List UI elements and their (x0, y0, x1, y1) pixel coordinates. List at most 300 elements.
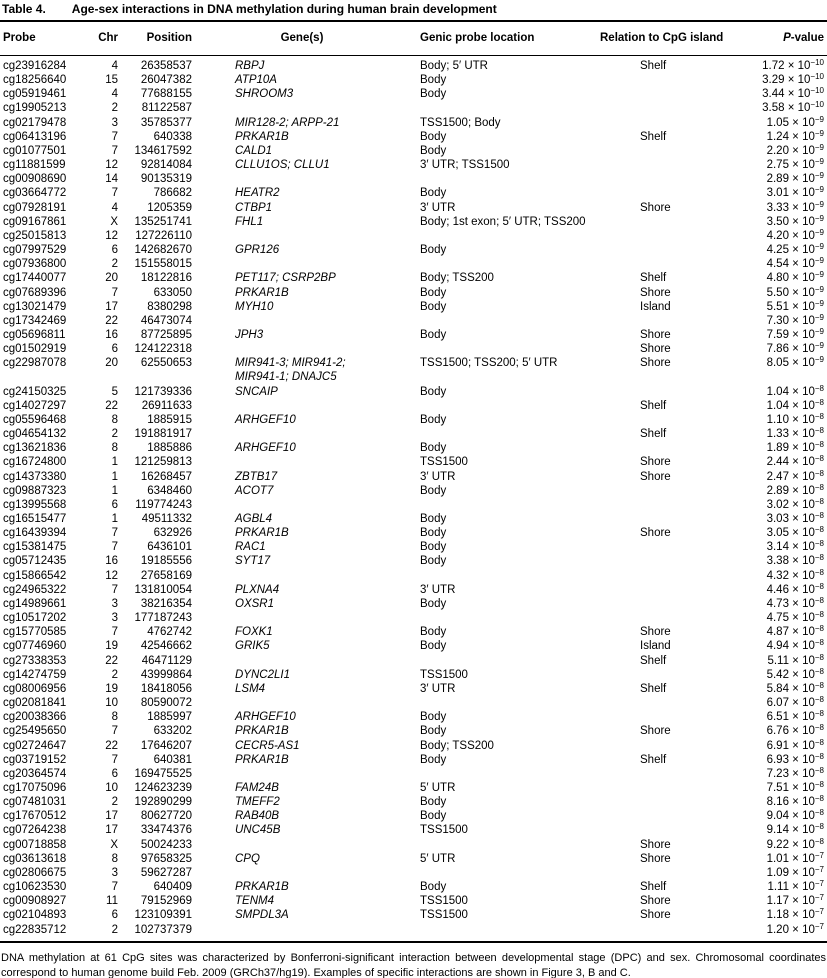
p-value-cell: $1.04 \times 10^{-8}$ (766, 397, 824, 412)
probe-cell: cg20038366 (3, 711, 67, 724)
genic-probe-location-cell: Body (420, 286, 447, 299)
table-row (0, 144, 827, 158)
chr-cell: 2 (111, 102, 118, 115)
probe-cell: cg16439394 (3, 527, 67, 540)
column-header-genes: Gene(s) (192, 22, 412, 56)
chr-cell: 22 (105, 739, 118, 752)
cpg-island-relation-cell (600, 569, 742, 583)
probe-cell: cg10517202 (3, 612, 67, 625)
p-value-cell: $9.04 \times 10^{-8}$ (766, 808, 824, 823)
probe-cell: cg13621836 (3, 442, 67, 455)
table-row (0, 540, 827, 554)
position-cell: 1885997 (147, 711, 192, 724)
cpg-island-relation-cell (600, 144, 742, 158)
chr-cell: 1 (111, 513, 118, 525)
genic-probe-location-cell: Body (420, 513, 447, 525)
table-row (0, 781, 827, 795)
position-cell: 6348460 (147, 484, 192, 497)
chr-cell: 7 (111, 144, 118, 157)
genic-probe-location-cell: TSS1500; Body (420, 116, 501, 129)
genic-probe-location-cell (412, 866, 600, 880)
p-value-cell: $4.80 \times 10^{-9}$ (766, 270, 824, 285)
position-cell: 59627287 (140, 866, 192, 879)
position-cell: 119774243 (135, 498, 192, 511)
gene-cell: SHROOM3 (235, 88, 294, 101)
position-cell: 135251741 (134, 215, 192, 228)
chr-cell: 7 (111, 187, 118, 200)
p-value-cell: $4.75 \times 10^{-8}$ (766, 610, 824, 625)
gene-cell: ARHGEF10 (235, 413, 296, 426)
gene-cell: PRKAR1B (235, 753, 289, 766)
gene-cell: PRKAR1B (235, 130, 289, 143)
table-row (0, 923, 827, 942)
table-row (0, 356, 827, 384)
p-value-cell: $6.51 \times 10^{-8}$ (766, 709, 824, 724)
genic-probe-location-cell: TSS1500 (420, 668, 468, 681)
chr-cell: 1 (111, 456, 118, 469)
table-row (0, 611, 827, 625)
position-cell: 191881917 (134, 428, 192, 441)
cpg-island-relation-cell (600, 101, 742, 115)
genic-probe-location-cell: TSS1500 (420, 909, 468, 922)
position-cell: 27658169 (140, 569, 192, 582)
table-row (0, 87, 827, 101)
gene-cell: PRKAR1B (235, 881, 289, 894)
position-cell: 90135319 (140, 173, 192, 186)
gene-cell: PRKAR1B (235, 286, 289, 299)
gene-cell: PLXNA4 (235, 583, 280, 596)
p-value-cell: $6.91 \times 10^{-8}$ (766, 737, 824, 752)
gene-cell: CLLU1OS; CLLU1 (235, 159, 330, 172)
p-value-cell: $3.38 \times 10^{-8}$ (766, 553, 824, 568)
p-value-cell: $7.30 \times 10^{-9}$ (766, 312, 824, 327)
genic-probe-location-cell (412, 257, 600, 271)
genic-probe-location-cell: Body (420, 796, 447, 809)
data-table (0, 22, 827, 943)
genic-probe-location-cell: Body; 5′ UTR (420, 60, 488, 72)
chr-cell: 17 (105, 824, 118, 837)
table-row (0, 880, 827, 894)
p-value-cell: $6.07 \times 10^{-8}$ (766, 695, 824, 710)
position-cell: 80627720 (140, 810, 192, 823)
position-cell: 87725895 (140, 328, 192, 341)
p-value-cell: $3.33 \times 10^{-9}$ (766, 199, 824, 214)
genic-probe-location-cell (412, 611, 600, 625)
table-row (0, 342, 827, 356)
p-value-cell: $1.18 \times 10^{-7}$ (766, 907, 824, 922)
genic-probe-location-cell: Body (420, 74, 447, 87)
p-value-cell: $9.22 \times 10^{-8}$ (766, 836, 824, 851)
probe-cell: cg05919461 (3, 88, 67, 101)
cpg-island-relation-cell: Shore (640, 328, 671, 341)
p-value-cell: $4.25 \times 10^{-9}$ (766, 242, 824, 257)
genic-probe-location-cell: 3′ UTR (420, 682, 456, 695)
probe-cell: cg17075096 (3, 781, 67, 794)
cpg-island-relation-cell: Shore (640, 725, 671, 738)
table-row (0, 257, 827, 271)
table-row (0, 413, 827, 427)
table-row (0, 455, 827, 469)
chr-cell: 19 (105, 640, 118, 653)
chr-cell: 22 (105, 654, 118, 667)
position-cell: 46471129 (141, 654, 192, 667)
table-row (0, 441, 827, 455)
probe-cell: cg14027297 (3, 399, 67, 412)
p-value-cell: $5.50 \times 10^{-9}$ (766, 284, 824, 299)
p-value-cell: $5.84 \times 10^{-8}$ (766, 680, 824, 695)
genic-probe-location-cell (412, 399, 600, 413)
probe-cell: cg17342469 (3, 314, 67, 327)
probe-cell: cg02081841 (3, 697, 67, 710)
gene-cell: PET117; CSRP2BP (235, 272, 336, 285)
p-value-cell: $1.72 \times 10^{-10}$ (762, 58, 824, 72)
cpg-island-relation-cell: Shore (640, 895, 671, 908)
probe-cell: cg04654132 (3, 428, 67, 441)
position-cell: 18122816 (140, 272, 192, 285)
genic-probe-location-cell: Body; TSS200 (420, 272, 494, 285)
probe-cell: cg22987078 (3, 357, 67, 370)
probe-cell: cg01502919 (3, 343, 67, 356)
p-value-cell: $4.32 \times 10^{-8}$ (766, 567, 824, 582)
chr-cell: 7 (111, 626, 118, 639)
cpg-island-relation-cell: Shore (640, 527, 671, 540)
table-row (0, 385, 827, 399)
chr-cell: 8 (111, 711, 118, 724)
table-row (0, 470, 827, 484)
table-row (0, 300, 827, 314)
table-row (0, 116, 827, 130)
cpg-island-relation-cell (600, 314, 742, 328)
p-value-cell: $7.23 \times 10^{-8}$ (766, 765, 824, 780)
chr-cell: 15 (105, 74, 118, 87)
gene-cell: JPH3 (235, 328, 264, 341)
column-header-probe: Probe (0, 22, 82, 56)
table-row (0, 554, 827, 568)
cpg-island-relation-cell (600, 498, 742, 512)
chr-cell: 3 (111, 612, 118, 625)
probe-cell: cg05696811 (3, 328, 66, 341)
position-cell: 79152969 (140, 895, 192, 908)
p-value-cell: $1.01 \times 10^{-7}$ (766, 850, 824, 865)
cpg-island-relation-cell (600, 116, 742, 130)
chr-cell: 16 (105, 328, 118, 341)
position-cell: 134617592 (134, 144, 192, 157)
p-value-cell: $7.59 \times 10^{-9}$ (766, 326, 824, 341)
p-value-cell: $1.20 \times 10^{-7}$ (766, 921, 824, 936)
gene-cell (192, 866, 412, 880)
p-value-cell: $5.42 \times 10^{-8}$ (766, 666, 824, 681)
position-cell: 632926 (153, 527, 192, 540)
position-cell: 50024233 (140, 838, 192, 851)
position-cell: 4762742 (147, 626, 192, 639)
column-header-p-value: P-value (742, 22, 827, 56)
chr-cell: 10 (105, 697, 118, 710)
chr-cell: 8 (111, 413, 118, 426)
cpg-island-relation-cell: Shelf (640, 682, 667, 695)
gene-cell: TMEFF2 (235, 796, 280, 809)
gene-cell (192, 696, 412, 710)
table-row (0, 852, 827, 866)
p-value-cell: $2.75 \times 10^{-9}$ (766, 157, 824, 172)
table-row (0, 73, 827, 87)
cpg-island-relation-cell: Shore (640, 456, 671, 469)
table-row (0, 201, 827, 215)
genic-probe-location-cell: Body (420, 244, 447, 257)
chr-cell: 22 (105, 399, 118, 412)
position-cell: 26358537 (140, 60, 192, 72)
genic-probe-location-cell (412, 314, 600, 328)
probe-cell: cg23916284 (3, 60, 67, 72)
gene-cell (192, 611, 412, 625)
genic-probe-location-cell: Body (420, 541, 447, 554)
probe-cell: cg15866542 (3, 569, 67, 582)
cpg-island-relation-cell (600, 795, 742, 809)
probe-cell: cg02806675 (3, 866, 67, 879)
chr-cell: 12 (105, 569, 118, 582)
column-header-relation-to-cpg-island: Relation to CpG island (600, 22, 742, 56)
p-value-cell: $1.09 \times 10^{-7}$ (766, 864, 824, 879)
probe-cell: cg07264238 (3, 824, 67, 837)
p-value-cell: $1.24 \times 10^{-9}$ (766, 128, 824, 143)
probe-cell: cg17440077 (3, 272, 67, 285)
genic-probe-location-cell: Body (420, 484, 447, 497)
cpg-island-relation-cell (600, 87, 742, 101)
genic-probe-location-cell (412, 654, 600, 668)
position-cell: 786682 (153, 187, 192, 200)
probe-cell: cg03719152 (3, 753, 67, 766)
p-value-cell: $1.04 \times 10^{-8}$ (766, 383, 824, 398)
cpg-island-relation-cell (600, 611, 742, 625)
position-cell: 17646207 (140, 739, 192, 752)
genic-probe-location-cell (412, 923, 600, 942)
gene-cell: ZBTB17 (235, 470, 278, 483)
cpg-island-relation-cell (600, 696, 742, 710)
probe-cell: cg14989661 (3, 597, 67, 610)
position-cell: 81122587 (141, 102, 192, 115)
chr-cell: 3 (111, 597, 118, 610)
position-cell: 131810054 (134, 583, 192, 596)
genic-probe-location-cell: 3′ UTR (420, 470, 456, 483)
table-row (0, 696, 827, 710)
genic-probe-location-cell (412, 229, 600, 243)
probe-cell: cg24150325 (3, 385, 67, 398)
position-cell: 127226110 (135, 229, 192, 242)
table-row (0, 328, 827, 342)
chr-cell: 12 (105, 159, 118, 172)
probe-cell: cg02724647 (3, 739, 67, 752)
chr-cell: 7 (111, 130, 118, 143)
gene-cell (192, 838, 412, 852)
genic-probe-location-cell: Body (420, 640, 447, 653)
position-cell: 6436101 (147, 541, 192, 554)
table-row (0, 724, 827, 738)
cpg-island-relation-cell (600, 923, 742, 942)
position-cell: 42546662 (140, 640, 192, 653)
chr-cell: X (110, 215, 118, 228)
gene-cell: RBPJ (235, 60, 265, 72)
probe-cell: cg25015813 (3, 229, 67, 242)
genic-probe-location-cell: Body; 1st exon; 5′ UTR; TSS200 (420, 215, 586, 228)
cpg-island-relation-cell: Shelf (640, 428, 667, 441)
genic-probe-location-cell: Body (420, 725, 447, 738)
genic-probe-location-cell (412, 767, 600, 781)
probe-cell: cg15381475 (3, 541, 67, 554)
gene-cell (192, 399, 412, 413)
probe-cell: cg07997529 (3, 244, 67, 257)
gene-cell: PRKAR1B (235, 725, 289, 738)
gene-cell: MYH10 (235, 300, 274, 313)
position-cell: 18418056 (140, 682, 192, 695)
gene-cell: FOXK1 (235, 626, 273, 639)
table-row (0, 229, 827, 243)
gene-cell: CECR5-AS1 (235, 739, 300, 752)
genic-probe-location-cell: Body (420, 442, 447, 455)
genic-probe-location-cell (412, 838, 600, 852)
probe-cell: cg05712435 (3, 555, 67, 568)
gene-cell (192, 342, 412, 356)
gene-cell: SMPDL3A (235, 909, 289, 922)
probe-cell: cg13995568 (3, 498, 67, 511)
cpg-island-relation-cell (600, 215, 742, 229)
gene-cell (192, 498, 412, 512)
genic-probe-location-cell: Body (420, 88, 447, 101)
table-row (0, 526, 827, 540)
position-cell: 1885915 (147, 413, 192, 426)
p-value-cell: $4.73 \times 10^{-8}$ (766, 595, 824, 610)
gene-cell: GPR126 (235, 244, 280, 257)
p-value-cell: $7.86 \times 10^{-9}$ (766, 341, 824, 356)
p-value-cell: $3.02 \times 10^{-8}$ (766, 496, 824, 511)
chr-cell: 7 (111, 583, 118, 596)
probe-cell: cg09887323 (3, 484, 67, 497)
gene-cell: SNCAIP (235, 385, 278, 398)
cpg-island-relation-cell (600, 767, 742, 781)
cpg-island-relation-cell: Shelf (640, 753, 667, 766)
cpg-island-relation-cell: Shelf (640, 399, 667, 412)
chr-cell: 17 (105, 300, 118, 313)
chr-cell: 8 (111, 442, 118, 455)
genic-probe-location-cell: TSS1500 (420, 456, 468, 469)
genic-probe-location-cell: 5′ UTR (420, 852, 456, 865)
chr-cell: 6 (111, 909, 118, 922)
table-row (0, 158, 827, 172)
p-value-cell: $1.89 \times 10^{-8}$ (766, 440, 824, 455)
genic-probe-location-cell: Body (420, 810, 447, 823)
cpg-island-relation-cell (600, 583, 742, 597)
table-row (0, 894, 827, 908)
probe-cell: cg20364574 (3, 767, 67, 780)
cpg-island-relation-cell: Shore (640, 286, 671, 299)
probe-cell: cg05596468 (3, 413, 67, 426)
gene-cell: ARHGEF10 (235, 711, 296, 724)
gene-cell: HEATR2 (235, 187, 280, 200)
position-cell: 97658325 (140, 852, 192, 865)
table-row (0, 130, 827, 144)
table-row (0, 668, 827, 682)
chr-cell: 1 (111, 470, 118, 483)
chr-cell: 7 (111, 881, 118, 894)
position-cell: 35785377 (140, 116, 192, 129)
probe-cell: cg07928191 (3, 201, 67, 214)
chr-cell: 4 (111, 201, 118, 214)
p-value-cell: $5.11 \times 10^{-8}$ (767, 652, 824, 667)
cpg-island-relation-cell: Shore (640, 470, 671, 483)
cpg-island-relation-cell (600, 554, 742, 568)
table-row (0, 682, 827, 696)
position-cell: 49511332 (141, 513, 192, 525)
cpg-island-relation-cell (600, 484, 742, 498)
gene-cell: ARHGEF10 (235, 442, 296, 455)
probe-cell: cg00908690 (3, 173, 67, 186)
position-cell: 640381 (153, 753, 192, 766)
genic-probe-location-cell: Body (420, 881, 447, 894)
cpg-island-relation-cell (600, 385, 742, 399)
position-cell: 19185556 (140, 555, 192, 568)
chr-cell: 6 (111, 498, 118, 511)
chr-cell: 6 (111, 244, 118, 257)
probe-cell: cg13021479 (3, 300, 67, 313)
table-footnote: DNA methylation at 61 CpG sites was characterized by Bonferroni-significant interaction between developmental stage (DPC) and sex. Chromosomal coordinates correspond to human genome build Feb. 2009 (GRCh37/hg19). Examples of specific interactions are shown in Figure 3, B and C. (1, 951, 826, 978)
genic-probe-location-cell: Body (420, 385, 447, 398)
probe-cell: cg07746960 (3, 640, 67, 653)
gene-cell (192, 101, 412, 115)
probe-cell: cg19905213 (3, 102, 67, 115)
position-cell: 1205359 (147, 201, 192, 214)
probe-cell: cg03664772 (3, 187, 67, 200)
chr-cell: 3 (111, 116, 118, 129)
p-value-cell: $7.51 \times 10^{-8}$ (766, 779, 824, 794)
cpg-island-relation-cell: Shelf (640, 881, 667, 894)
cpg-island-relation-cell (600, 257, 742, 271)
gene-cell: FAM24B (235, 781, 279, 794)
chr-cell: 2 (111, 923, 118, 936)
chr-cell: 16 (105, 555, 118, 568)
table-row (0, 286, 827, 300)
gene-cell: RAB40B (235, 810, 280, 823)
p-value-cell: $3.50 \times 10^{-9}$ (766, 213, 824, 228)
table-row (0, 399, 827, 413)
probe-cell: cg00718858 (3, 838, 67, 851)
genic-probe-location-cell: TSS1500; TSS200; 5′ UTR (420, 357, 558, 370)
probe-cell: cg27338353 (3, 654, 67, 667)
cpg-island-relation-cell: Shelf (640, 654, 667, 667)
position-cell: 123109391 (134, 909, 192, 922)
table-row (0, 512, 827, 526)
position-cell: 124122318 (134, 343, 192, 356)
position-cell: 43999864 (140, 668, 192, 681)
p-value-cell: $3.44 \times 10^{-10}$ (762, 86, 824, 101)
genic-probe-location-cell (412, 101, 600, 115)
genic-probe-location-cell: Body (420, 130, 447, 143)
probe-cell: cg16515477 (3, 513, 67, 525)
p-value-cell: $3.14 \times 10^{-8}$ (766, 539, 824, 554)
table-row (0, 710, 827, 724)
p-value-cell: $2.47 \times 10^{-8}$ (766, 468, 824, 483)
cpg-island-relation-cell (600, 158, 742, 172)
table-row (0, 795, 827, 809)
chr-cell: 20 (105, 272, 118, 285)
gene-cell: SYT17 (235, 555, 271, 568)
cpg-island-relation-cell (600, 441, 742, 455)
table-row (0, 101, 827, 115)
table-row (0, 823, 827, 837)
gene-cell: PRKAR1B (235, 527, 289, 540)
probe-cell: cg07481031 (3, 796, 67, 809)
probe-cell: cg10623530 (3, 881, 67, 894)
genic-probe-location-cell: Body (420, 300, 447, 313)
gene-cell: TENM4 (235, 895, 274, 908)
p-value-cell: $3.01 \times 10^{-9}$ (766, 185, 824, 200)
